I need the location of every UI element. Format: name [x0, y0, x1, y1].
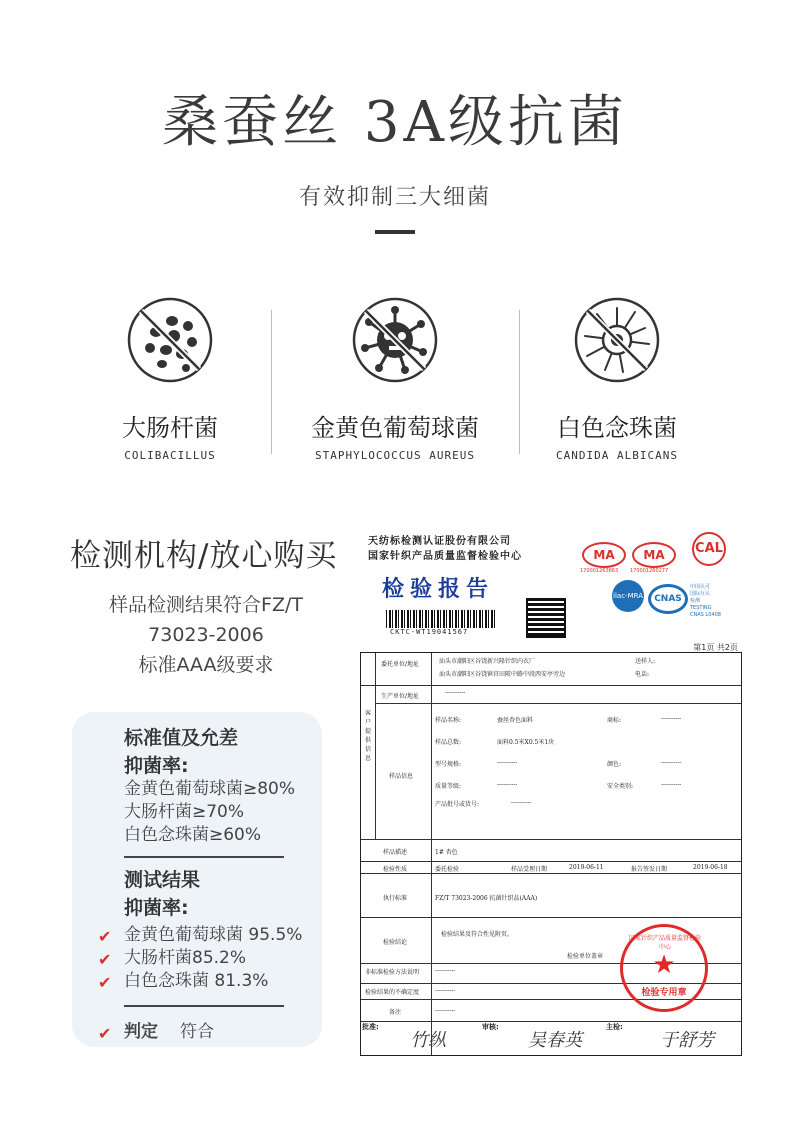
check-icon: ✔: [98, 950, 112, 969]
bacteria-item-staphylococcus: [285, 296, 505, 462]
staphylococcus-icon: [351, 296, 439, 384]
client-address: 汕头市潮阳区谷饶镇官田陂中路中段西安亭旁边: [439, 671, 566, 678]
safety-value: ----------: [661, 781, 682, 788]
candida-icon: [573, 296, 661, 384]
result-heading: 测试结果: [124, 869, 201, 891]
producer-value: ----------: [445, 689, 466, 696]
review-label: 审核:: [482, 1023, 499, 1031]
sample-name-label: 样品名称:: [435, 717, 462, 724]
star-icon: ★: [652, 950, 676, 980]
model-label: 型号规格:: [435, 761, 462, 768]
conclusion-label: 检验结论: [383, 939, 408, 946]
producer-label: 生产单位/地址: [381, 693, 420, 700]
client-phone: 电话:: [635, 671, 650, 678]
barcode-icon: [386, 610, 496, 628]
client-value: 汕头市潮阳区谷饶新兴隆针织内衣厂: [439, 658, 536, 665]
check-icon: ✔: [98, 927, 112, 946]
page-title: 桑蚕丝 3A级抗菌: [162, 90, 628, 155]
result-item: ✔ 大肠杆菌85.2%: [98, 948, 247, 969]
ilac-logo-icon: ilac-MRA: [612, 580, 644, 612]
report-org-line1: 天纺标检测认证股份有限公司: [368, 536, 511, 547]
issue-label: 报告签发日期: [631, 866, 668, 873]
nonstd-label: 非标准检验方法说明: [365, 969, 420, 976]
ma-number: 170001263663: [580, 568, 619, 574]
result-card-content: [98, 726, 304, 1044]
note-value: ----------: [435, 1007, 456, 1014]
official-stamp: [620, 924, 708, 1012]
qr-code-icon: [526, 598, 566, 638]
std-value: FZ/T 73023-2006 抗菌针织品(AAA): [435, 895, 538, 902]
divider: [271, 310, 272, 454]
brand-value: ----------: [661, 715, 682, 722]
approve-label: 批准:: [362, 1023, 379, 1031]
ma-logo-icon: MA: [632, 542, 676, 568]
requirement-line: 样品检测结果符合FZ/T: [109, 594, 303, 616]
sample-name-value: 蚕丝杏色面料: [497, 717, 534, 724]
result-item: ✔ 金黄色葡萄球菌 95.5%: [98, 925, 303, 946]
requirement-text: [86, 590, 326, 680]
sample-qty-label: 样品总数:: [435, 739, 462, 746]
standard-rate-label: 抑菌率:: [124, 755, 189, 777]
stamp-org: 国家针织产品质量监督检验中心: [628, 935, 701, 951]
bacteria-name-en: CANDIDA ALBICANS: [556, 449, 678, 462]
batch-label: 产品批号或货号:: [435, 801, 480, 808]
check-icon: ✔: [98, 973, 112, 992]
standard-item: 大肠杆菌≥70%: [124, 802, 245, 822]
standard-heading: 标准值及允差: [124, 727, 239, 749]
title-underline: [375, 230, 415, 234]
test-label: 主检:: [606, 1023, 623, 1031]
test-signature: 于舒芳: [660, 1030, 714, 1051]
page-subtitle: 有效抑制三大细菌: [298, 185, 491, 210]
section-title: 检测机构/放心购买: [70, 538, 338, 574]
std-label: 执行标准: [383, 895, 408, 902]
bacteria-name-cn: 金黄色葡萄球菌: [311, 414, 479, 442]
ma-number: 170001260277: [630, 568, 669, 574]
requirement-line: 73023-2006: [148, 624, 264, 646]
standard-item: 金黄色葡萄球菌≥80%: [124, 779, 296, 799]
grade-value: ----------: [497, 781, 518, 788]
conclusion-value: 检验结果及符合性见附页。: [441, 931, 514, 938]
stamp-text: 检验专用章: [641, 988, 687, 998]
seal-text: 检验单位盖章: [567, 953, 604, 960]
color-label: 颜色:: [607, 761, 622, 768]
result-rate-label: 抑菌率:: [124, 897, 189, 919]
bacteria-name-en: STAPHYLOCOCCUS AUREUS: [314, 449, 476, 462]
bacteria-name-cn: 大肠杆菌: [122, 414, 218, 442]
recv-label: 样品受理日期: [511, 866, 548, 873]
issue-value: 2019-06-18: [693, 864, 728, 871]
sample-info-label: 样品信息: [389, 773, 414, 780]
model-value: ----------: [497, 759, 518, 766]
standard-item: 白色念珠菌≥60%: [124, 825, 262, 845]
brand-label: 商标:: [607, 717, 622, 724]
check-icon: ✔: [98, 1024, 112, 1043]
client-label: 委托单位/地址: [381, 661, 420, 668]
barcode-text: CKTC-WT19041567: [390, 628, 469, 636]
note-label: 备注: [389, 1009, 402, 1016]
type-label: 检验性质: [383, 866, 408, 873]
card-divider: [124, 856, 284, 858]
page-number: 第1页 共2页: [693, 643, 738, 652]
desc-label: 样品描述: [383, 849, 408, 856]
color-value: ----------: [661, 759, 682, 766]
card-divider: [124, 1005, 284, 1007]
exclude-label: 检验结果的不确定度: [365, 989, 420, 996]
report-org-line2: 国家针织产品质量监督检验中心: [368, 551, 522, 562]
colibacillus-icon: [126, 296, 214, 384]
nonstd-value: ----------: [435, 967, 456, 974]
cnas-logo-text: 中国认可 国际互认 检测 TESTING CNAS L0408: [690, 584, 721, 618]
result-item: ✔ 白色念珠菌 81.3%: [98, 971, 269, 992]
side-label: 客户提供信息: [365, 710, 372, 762]
review-signature: 吴春英: [528, 1030, 582, 1051]
verdict: ✔ 判定 符合: [98, 1022, 214, 1043]
requirement-line: 标准AAA级要求: [138, 654, 274, 676]
client-contact: 送样人:: [635, 658, 656, 665]
safety-label: 安全类别:: [607, 783, 634, 790]
report-title: 检验报告: [382, 576, 495, 602]
cal-logo-icon: CAL: [692, 532, 726, 566]
cnas-logo-icon: CNAS: [648, 584, 688, 614]
recv-value: 2019-06-11: [569, 864, 604, 871]
bacteria-name-en: COLIBACILLUS: [124, 449, 216, 462]
bacteria-item-colibacillus: [60, 296, 280, 462]
ma-logo-icon: MA: [582, 542, 626, 568]
grade-label: 质量等级:: [435, 783, 462, 790]
bacteria-name-cn: 白色念珠菌: [557, 414, 677, 442]
type-value: 委托检验: [435, 866, 460, 873]
sample-qty-value: 面料0.5米X0.5米1块: [497, 739, 555, 746]
desc-value: 1# 杏色: [435, 849, 458, 856]
bacteria-item-candida: [507, 296, 727, 462]
batch-value: ----------: [511, 799, 532, 806]
approve-signature: 竹纵: [410, 1030, 446, 1051]
exclude-value: ----------: [435, 987, 456, 994]
